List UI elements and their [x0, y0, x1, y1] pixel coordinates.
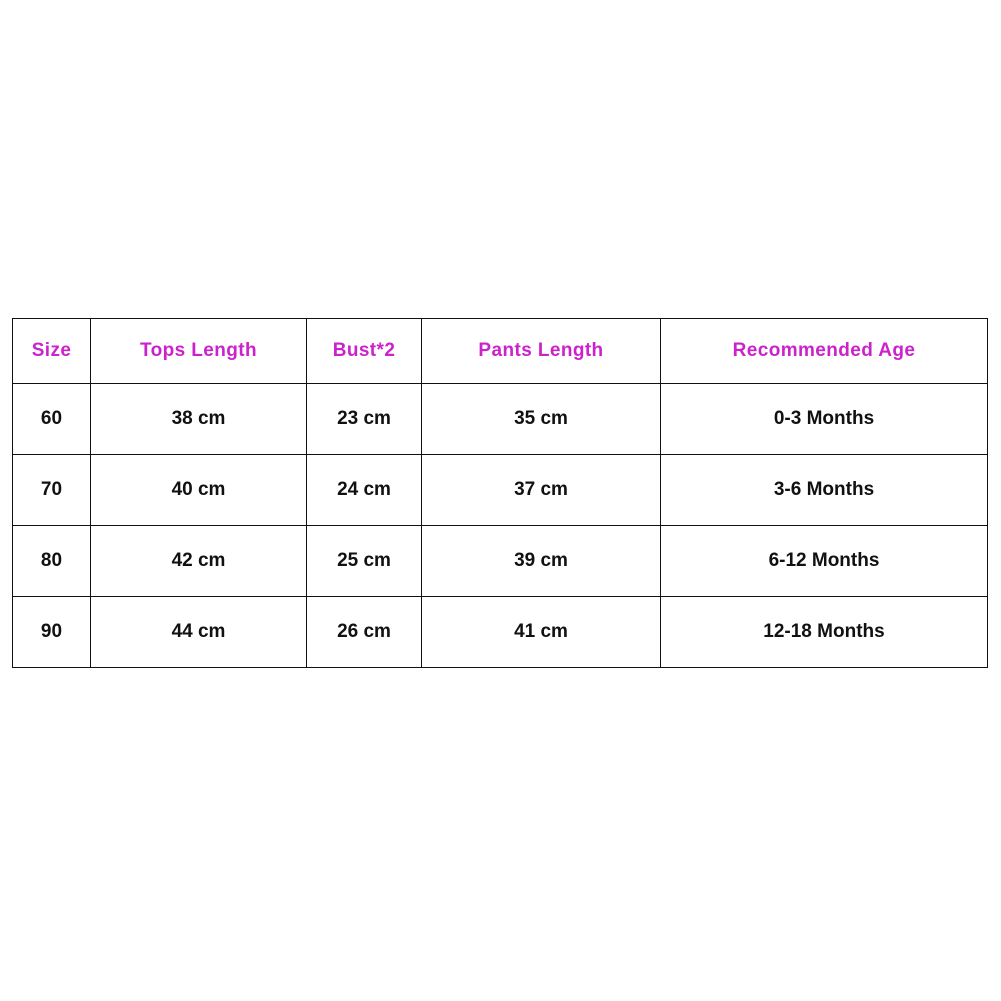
size-chart-table [12, 318, 988, 668]
cell-pants-length: 39 cm [422, 526, 661, 597]
column-header-size: Size [13, 319, 91, 384]
cell-recommended-age: 6-12 Months [661, 526, 988, 597]
cell-tops-length: 42 cm [91, 526, 307, 597]
cell-bust: 24 cm [307, 455, 422, 526]
cell-pants-length: 41 cm [422, 597, 661, 668]
cell-size: 60 [13, 384, 91, 455]
table-row [13, 597, 988, 668]
cell-size: 80 [13, 526, 91, 597]
cell-tops-length: 40 cm [91, 455, 307, 526]
cell-recommended-age: 12-18 Months [661, 597, 988, 668]
cell-size: 90 [13, 597, 91, 668]
cell-recommended-age: 3-6 Months [661, 455, 988, 526]
cell-pants-length: 35 cm [422, 384, 661, 455]
table-row [13, 526, 988, 597]
cell-bust: 23 cm [307, 384, 422, 455]
table-row [13, 384, 988, 455]
cell-recommended-age: 0-3 Months [661, 384, 988, 455]
cell-tops-length: 44 cm [91, 597, 307, 668]
table-header-row [13, 319, 988, 384]
cell-tops-length: 38 cm [91, 384, 307, 455]
cell-bust: 25 cm [307, 526, 422, 597]
column-header-recommended-age: Recommended Age [661, 319, 988, 384]
cell-size: 70 [13, 455, 91, 526]
column-header-tops-length: Tops Length [91, 319, 307, 384]
cell-pants-length: 37 cm [422, 455, 661, 526]
cell-bust: 26 cm [307, 597, 422, 668]
size-chart-container [12, 318, 987, 668]
column-header-pants-length: Pants Length [422, 319, 661, 384]
table-body [13, 384, 988, 668]
table-row [13, 455, 988, 526]
column-header-bust: Bust*2 [307, 319, 422, 384]
table-header [13, 319, 988, 384]
